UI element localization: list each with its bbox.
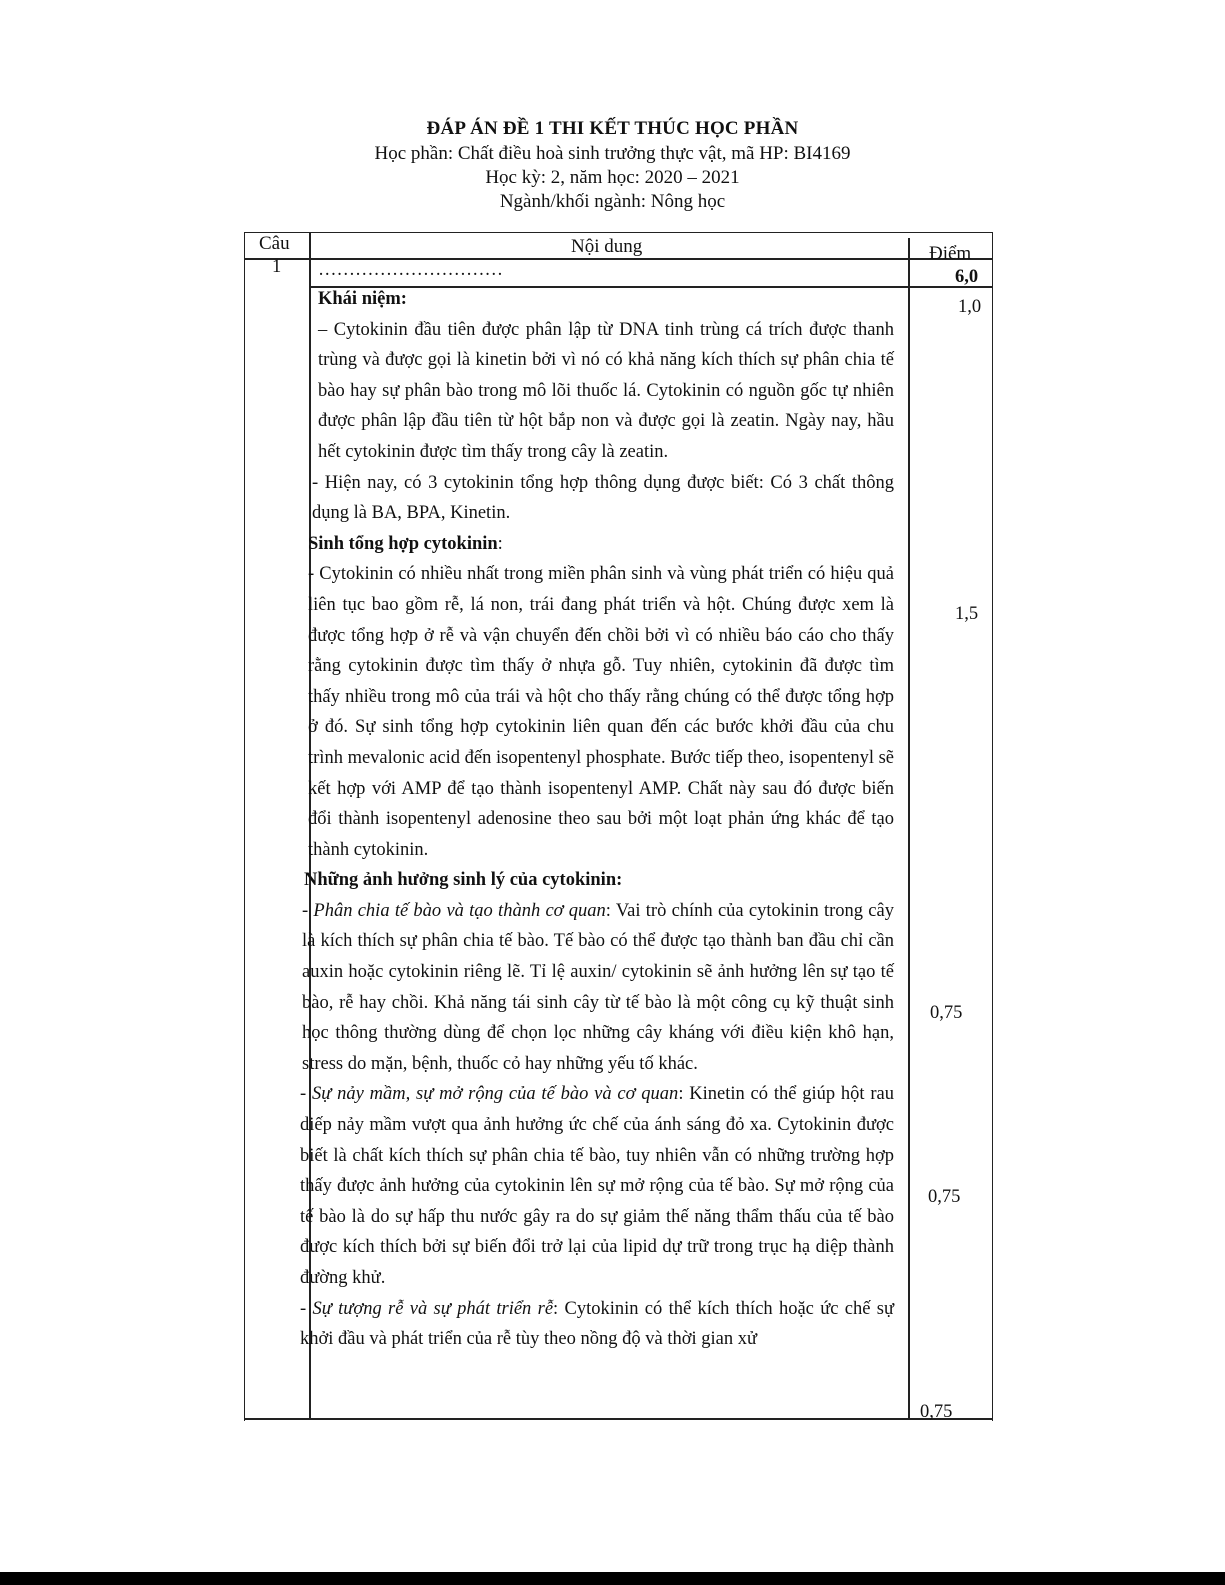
semester-line: Học kỳ: 2, năm học: 2020 – 2021 — [485, 167, 740, 188]
synthesis-heading-colon: : — [497, 533, 503, 554]
effect-1 — [300, 896, 894, 1080]
answer-content — [300, 262, 894, 1355]
scan-bottom-edge — [0, 1572, 1225, 1585]
effect-3-text: : Cytokinin có thể kích thích hoặc ức chế sự khởi đầu và phát triển của rễ tùy theo nồng độ và thời gian xử — [300, 1298, 894, 1350]
question-number: 1 — [272, 257, 282, 277]
synthesis-heading — [300, 529, 894, 560]
synthesis-heading-text: Sinh tổng hợp cytokinin — [308, 533, 498, 554]
effect-2-text: : Kinetin có thể giúp hột rau diếp nảy mầm vượt qua ảnh hưởng ức chế của ánh sáng đỏ xa. Cytokinin được biết là chất kích thích sự phân chia tế bào, tuy nhiên vẫn có những trường hợp thấy được ảnh hưởng của cytokinin lên sự mở rộng của tế bào. Sự mở rộng của tế bào là do sự hấp thu nước gây ra do sự giảm thế năng thẩm thấu của tế bào được kích thích bởi sự biến đổi trở lại của lipid dự trữ trong trục hạ diệp thành đường khử. — [300, 1084, 894, 1288]
col-header-diem: Điểm — [929, 243, 972, 264]
col-header-noidung: Nội dung — [571, 236, 643, 257]
table-col-divider — [908, 238, 910, 1420]
score-synthesis: 1,5 — [955, 604, 979, 624]
effect-2-title: - Sự nảy mầm, sự mở rộng của tế bào và cơ quan — [300, 1084, 679, 1105]
effect-1-title: - Phân chia tế bào và tạo thành cơ quan — [302, 900, 606, 921]
table-bottom-rule — [244, 1418, 992, 1420]
course-line: Học phần: Chất điều hoà sinh trưởng thực vật, mã HP: BI4169 — [374, 143, 851, 164]
concept-heading: Khái niệm: — [318, 289, 407, 309]
dots-line: ………………………… — [318, 260, 503, 280]
synthesis-paragraph: - Cytokinin có nhiều nhất trong miền phân sinh và vùng phát triển có hiệu quả liên tục bao gồm rễ, lá non, trái đang phát triển và hột. Chúng được xem là được tổng hợp ở rễ và vận chuyển đến chồi bởi vì có nhiều báo cáo cho thấy rằng cytokinin được tìm thấy ở nhựa gỗ. Tuy nhiên, cytokinin đã được tìm thấy nhiều trong mô của trái và hột cho thấy rằng chúng có thể được tổng hợp ở đó. Sự sinh tổng hợp cytokinin liên quan đến các bước khởi đầu của chu trình mevalonic acid đến isopentenyl phosphate. Bước tiếp theo, isopentenyl sẽ kết hợp với AMP để tạo thành isopentenyl AMP. Chất này sau đó được biến đổi thành isopentenyl adenosine theo sau bởi một loạt phản ứng khác để tạo thành cytokinin. — [308, 564, 894, 860]
major-line: Ngành/khối ngành: Nông học — [499, 191, 726, 212]
effect-2 — [300, 1079, 894, 1293]
effect-3-title: - Sự tượng rễ và sự phát triển rễ — [300, 1298, 554, 1319]
col-header-cau: Câu — [259, 233, 290, 254]
score-effect-2: 0,75 — [928, 1187, 961, 1207]
total-score: 6,0 — [955, 267, 979, 287]
score-effect-1: 0,75 — [930, 1003, 963, 1023]
effects-heading: Những ảnh hưởng sinh lý của cytokinin: — [304, 870, 623, 891]
concept-paragraph-2: - Hiện nay, có 3 cytokinin tổng hợp thông dụng được biết: Có 3 chất thông dụng là BA, BPA, Kinetin. — [312, 472, 894, 524]
score-concept: 1,0 — [958, 297, 982, 317]
effect-3 — [300, 1294, 894, 1355]
document-title: ĐÁP ÁN ĐỀ 1 THI KẾT THÚC HỌC PHẦN — [426, 118, 799, 139]
effect-1-text: : Vai trò chính của cytokinin trong cây là kích thích sự phân chia tế bào. Tế bào có thể được tạo thành ban đầu chỉ cần auxin hoặc cytokinin riêng lẽ. Tỉ lệ auxin/ cytokinin sẽ ảnh hưởng lên sự tạo tế bào, rễ hay chồi. Khả năng tái sinh cây từ tế bào là một công cụ kỹ thuật sinh học thông thường dùng để chọn lọc những cây kháng với điều kiện khô hạn, stress do mặn, bệnh, thuốc cỏ hay những yếu tố khác. — [302, 900, 894, 1074]
concept-paragraph-1: – Cytokinin đầu tiên được phân lập từ DNA tinh trùng cá trích được thanh trùng và được gọi là kinetin bởi vì nó có khả năng kích thích sự phân chia tế bào hay sự phân bào trong mô lõi thuốc lá. Cytokinin có nguồn gốc tự nhiên được phân lập đầu tiên từ hột bắp non và được gọi là zeatin. Ngày nay, hầu hết cytokinin được tìm thấy trong cây là zeatin. — [318, 319, 894, 462]
score-effect-3: 0,75 — [920, 1402, 953, 1422]
